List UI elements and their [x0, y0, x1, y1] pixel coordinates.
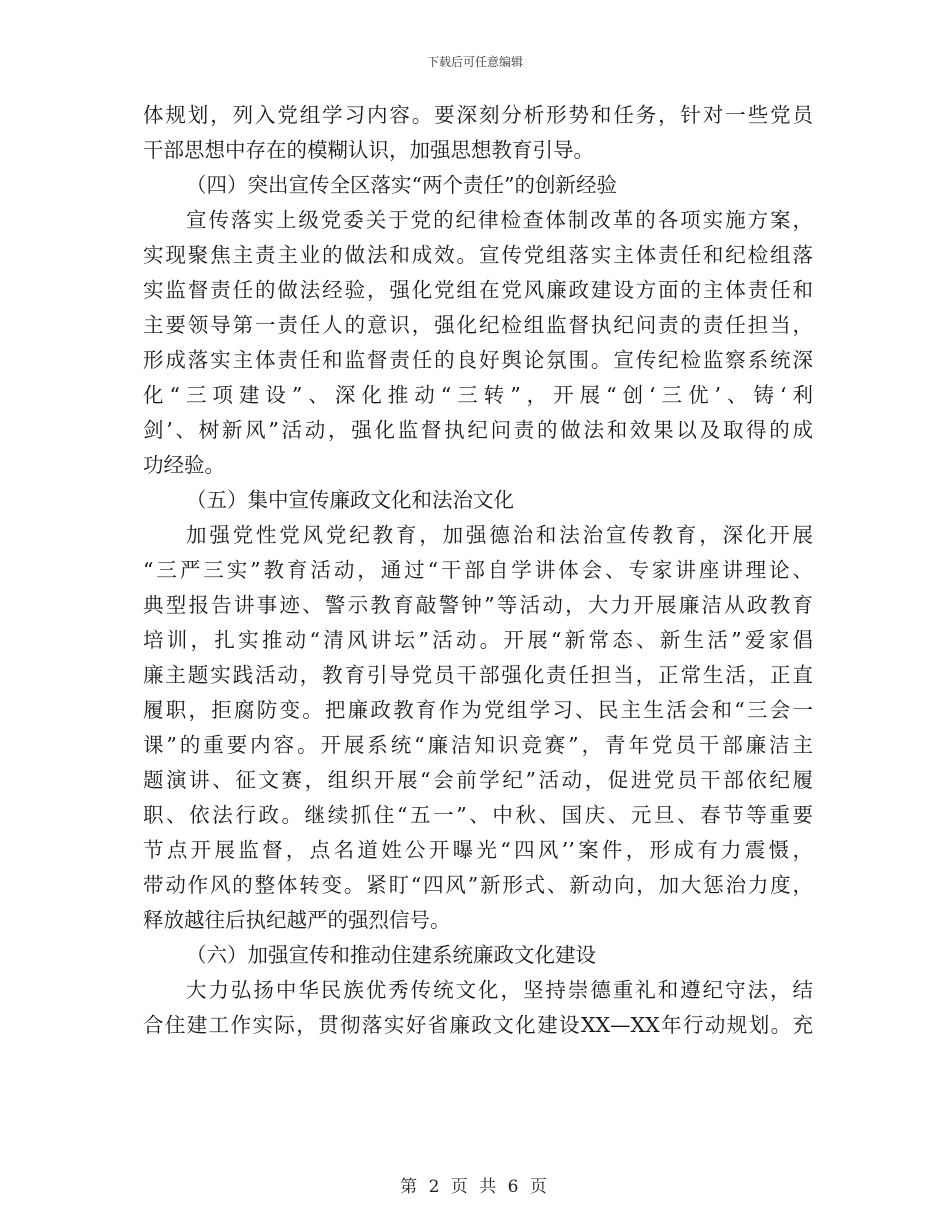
paragraph-line: 合住建工作实际，贯彻落实好省廉政文化建设XX—XX年行动规划。充 — [143, 1013, 813, 1037]
section-heading: （五）集中宣传廉政文化和法治文化 — [186, 488, 514, 512]
page-number-footer: 第 2 页 共 6 页 — [400, 1177, 550, 1197]
paragraph-line: 剑’、树新风”活动，强化监督执纪问责的做法和效果以及取得的成 — [143, 418, 813, 442]
paragraph-line: 形成落实主体责任和监督责任的良好舆论氛围。宣传纪检监察系统深 — [143, 348, 813, 372]
paragraph-line: 履职，拒腐防变。把廉政教育作为党组学习、民主生活会和“三会一 — [143, 698, 813, 722]
paragraph-line: 大力弘扬中华民族优秀传统文化，坚持崇德重礼和遵纪守法，结 — [186, 978, 813, 1002]
paragraph-line: “三严三实”教育活动，通过“干部自学讲体会、专家讲座讲理论、 — [143, 558, 813, 582]
paragraph-line: 职、依法行政。继续抓住“五一”、中秋、国庆、元旦、春节等重要 — [143, 803, 813, 827]
paragraph-line: 培训，扎实推动“清风讲坛”活动。开展“新常态、新生活”爱家倡 — [143, 628, 813, 652]
paragraph-line: 实监督责任的做法经验，强化党组在党风廉政建设方面的主体责任和 — [143, 278, 813, 302]
paragraph-line: 带动作风的整体转变。紧盯“四风”新形式、新动向，加大惩治力度， — [143, 873, 813, 897]
paragraph-line: 化“三项建设”、深化推动“三转”，开展“创‘三优’、铸‘利 — [143, 383, 813, 407]
paragraph-line: 干部思想中存在的模糊认识，加强思想教育引导。 — [143, 138, 594, 162]
paragraph-line: 廉主题实践活动，教育引导党员干部强化责任担当，正常生活，正直 — [143, 663, 813, 687]
paragraph-line: 课”的重要内容。开展系统“廉洁知识竞赛”，青年党员干部廉洁主 — [143, 733, 813, 757]
document-body — [143, 98, 813, 1043]
paragraph-line: 体规划，列入党组学习内容。要深刻分析形势和任务，针对一些党员 — [143, 103, 813, 127]
section-heading: （四）突出宣传全区落实“两个责任”的创新经验 — [186, 173, 617, 197]
paragraph-line: 典型报告讲事迹、警示教育敲警钟”等活动，大力开展廉洁从政教育 — [143, 593, 813, 617]
paragraph-line: 加强党性党风党纪教育，加强德治和法治宣传教育，深化开展 — [186, 523, 813, 547]
paragraph-line: 节点开展监督，点名道姓公开曝光“四风’’案件，形成有力震慑， — [143, 838, 813, 862]
paragraph-line: 宣传落实上级党委关于党的纪律检查体制改革的各项实施方案， — [186, 208, 813, 232]
paragraph-line: 释放越往后执纪越严的强烈信号。 — [143, 908, 451, 932]
paragraph-line: 功经验。 — [143, 453, 225, 477]
page-header: 下载后可任意编辑 — [426, 55, 523, 69]
section-heading: （六）加强宣传和推动住建系统廉政文化建设 — [186, 943, 596, 967]
paragraph-line: 主要领导第一责任人的意识，强化纪检组监督执纪问责的责任担当， — [143, 313, 813, 337]
paragraph-line: 实现聚焦主责主业的做法和成效。宣传党组落实主体责任和纪检组落 — [143, 243, 813, 267]
paragraph-line: 题演讲、征文赛，组织开展“会前学纪”活动，促进党员干部依纪履 — [143, 768, 813, 792]
